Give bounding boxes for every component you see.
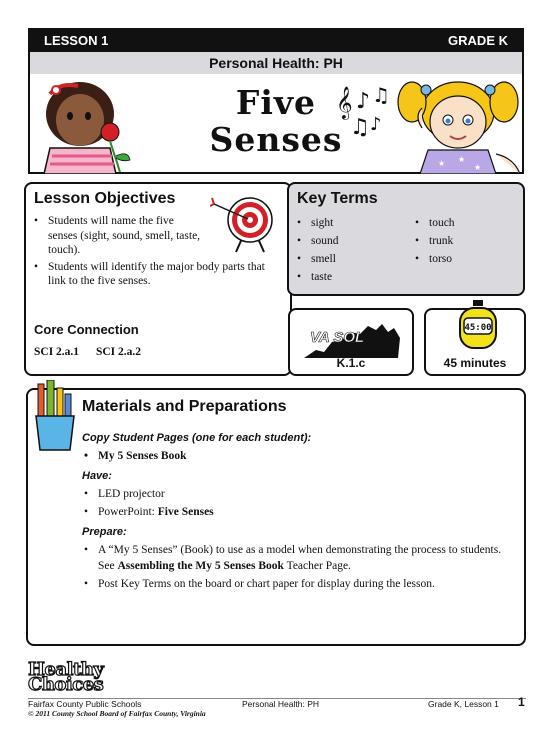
have-list (82, 486, 512, 520)
strand-subtitle: Personal Health: PH (30, 52, 522, 74)
page-number: 1 (518, 695, 525, 709)
svg-text:★: ★ (438, 159, 446, 168)
footer-grade-lesson: Grade K, Lesson 1 (428, 699, 499, 709)
prepare-item (82, 542, 512, 574)
svg-text:♪: ♪ (356, 89, 371, 114)
logo-line-2: Choices (28, 674, 104, 695)
materials-panel (26, 388, 526, 646)
svg-text:♫: ♫ (350, 115, 370, 140)
lesson-number: LESSON 1 (44, 33, 109, 48)
stopwatch-icon (456, 298, 500, 354)
key-terms-column-2 (415, 214, 455, 268)
core-connection-heading: Core Connection (34, 322, 139, 337)
materials-body (82, 426, 512, 596)
grade-level: GRADE K (448, 33, 508, 48)
have-heading: Have: (82, 470, 112, 482)
have-item: • LED projector (82, 486, 512, 502)
key-term: • touch (415, 214, 455, 232)
core-connection-codes (34, 346, 141, 358)
prepare-item: • Post Key Terms on the board or chart paper for display during the lesson. (82, 576, 512, 592)
core-code: SCI 2.a.1 (34, 346, 80, 358)
prepare-heading: Prepare: (82, 526, 127, 538)
girl-listening-illustration (392, 76, 522, 174)
va-sol-panel (288, 308, 414, 376)
key-term: • taste (297, 268, 338, 286)
footer-copyright: © 2011 County School Board of Fairfax County, Virginia (28, 709, 206, 718)
materials-heading: Materials and Preparations (82, 398, 287, 415)
copy-heading: Copy Student Pages (one for each student): (82, 432, 312, 444)
have-item (82, 504, 512, 520)
pencil-cup-icon (32, 380, 78, 452)
svg-text:♪: ♪ (370, 114, 382, 135)
svg-text:★: ★ (458, 155, 466, 164)
prepare-list (82, 542, 512, 592)
target-with-arrow-icon (210, 190, 286, 254)
healthy-choices-logo (28, 659, 104, 695)
key-term: • trunk (415, 232, 455, 250)
copy-item: • My 5 Senses Book (82, 448, 512, 464)
stopwatch-display: 45:00 (464, 323, 492, 333)
duration-panel (424, 308, 526, 376)
objective-item: • Students will identify the major body parts that link to the five senses. (34, 260, 274, 289)
have-item-prefix: PowerPoint: (98, 506, 158, 518)
copy-list (82, 448, 512, 464)
footer-section: Personal Health: PH (242, 699, 320, 709)
lesson-objectives-panel (24, 182, 292, 376)
key-terms-panel (287, 182, 525, 296)
key-term: • torso (415, 250, 455, 268)
svg-text:★: ★ (474, 163, 482, 172)
objectives-list (34, 214, 265, 291)
title-line-2: Senses (209, 120, 343, 159)
prepare-text: A “My 5 Senses” (Book) to use as a model when demonstrating the process to students. See (98, 544, 502, 572)
key-terms-column-1 (297, 214, 338, 286)
core-code: SCI 2.a.2 (95, 346, 141, 358)
objectives-heading: Lesson Objectives (34, 190, 176, 207)
svg-text:𝄞: 𝄞 (336, 86, 353, 119)
have-item-title: Five Senses (157, 506, 214, 518)
logo-line-1: Healthy (28, 659, 104, 680)
key-term: • sight (297, 214, 338, 232)
title-line-1: Five (235, 83, 317, 122)
objective-item: • Students will name the five senses (sight, sound, smell, taste, touch). (34, 214, 204, 258)
music-notes-icon (336, 82, 394, 142)
footer-organization: Fairfax County Public Schools (28, 699, 142, 709)
lesson-header (28, 28, 524, 174)
key-terms-heading: Key Terms (297, 190, 378, 207)
lesson-bar (30, 30, 522, 52)
key-term: • sound (297, 232, 338, 250)
va-sol-code: K.1.c (336, 356, 366, 370)
key-term: • smell (297, 250, 338, 268)
prepare-ref: Assembling the My 5 Senses Book (117, 560, 284, 572)
svg-text:♫: ♫ (372, 83, 390, 107)
va-sol-label: VA SOL (310, 329, 365, 346)
lesson-duration: 45 minutes (443, 356, 507, 370)
prepare-text: Teacher Page. (283, 560, 351, 572)
